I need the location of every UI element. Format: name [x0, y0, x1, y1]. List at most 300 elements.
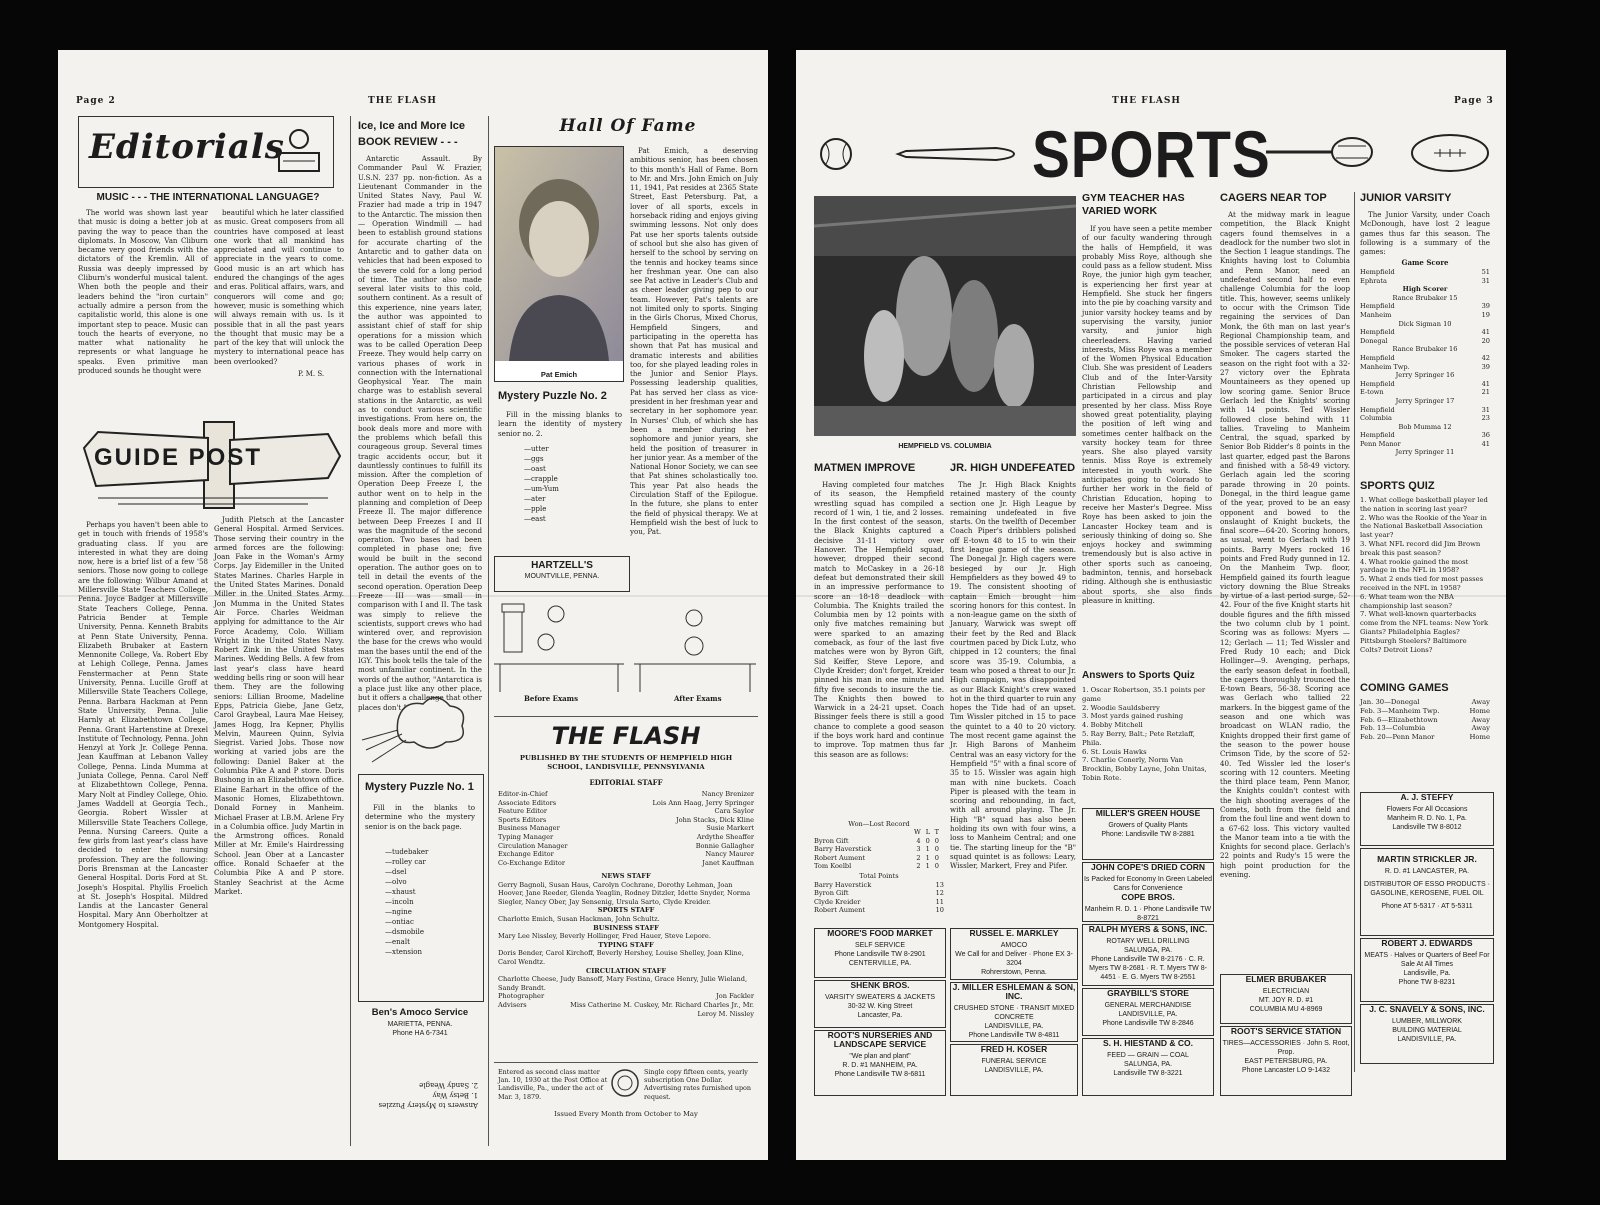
news-staff-label: NEWS STAFF — [601, 872, 651, 880]
ad-name: SHENK BROS. — [850, 980, 910, 990]
puzzle1-intro — [365, 803, 475, 843]
game-date: Feb. 13—Columbia — [1360, 724, 1426, 733]
ad-line: Phone Landisville TW 8-2176 · C. R. Myers TW 8-2681 · R. T. Myers TW 8-4451 · E. G. Myers TW 8-2551 — [1089, 956, 1207, 981]
music-initials: P. M. S. — [298, 370, 325, 378]
game-location: Home — [1469, 733, 1490, 742]
ties: 0 — [934, 853, 944, 862]
game-date: Feb. 3—Manheim Twp. — [1360, 706, 1440, 715]
ties: 0 — [934, 845, 944, 854]
ad-line: MOUNTVILLE, PENNA. — [524, 573, 600, 580]
typewriter-icon — [271, 123, 327, 179]
jv-opponent: Penn Manor — [1360, 439, 1401, 448]
wl-label: Won—Lost Record — [848, 820, 910, 828]
puzzle1-item: —dsmobile — [385, 928, 425, 936]
ad-name: MILLER'S GREEN HOUSE — [1095, 808, 1201, 818]
cartoon-caption-right: After Exams — [674, 694, 722, 703]
music-text-2: beautiful which he later classified as music. Great composers from all countries have composed at least one work that all mankind has appreciated and will continue to appreciate in the years to come. Good music is an art which has endured the changings of the ages and eras. Political affairs, wars, and conquerors will come and go; however, music is something which will always remain with us. Is it possible that in all the past years the thought that music may be a part of the key that will unlock the mystery to international peace has been overlooked? — [214, 208, 344, 366]
puzzle2-item: —pple — [524, 505, 547, 513]
entered-notice: Entered as second class matter Jan. 10, 1930 at the Post Office at Landisville, Pa., under the act of Mar. 3, 1879. — [498, 1068, 608, 1101]
tp-row — [814, 889, 944, 897]
staff-role: Exchange Editor — [498, 850, 554, 859]
jv-score: 31 — [1481, 276, 1490, 285]
tennis-racket-icon — [1266, 132, 1376, 172]
jv-score: 36 — [1481, 431, 1490, 440]
jv-team: Hempfield — [1360, 431, 1395, 440]
portrait-photo — [495, 147, 623, 361]
flash-box-rule — [494, 1062, 758, 1063]
jv-score: 21 — [1481, 388, 1490, 397]
jv-team: Hempfield — [1360, 353, 1395, 362]
staff-name: Nancy Maurer — [705, 850, 754, 859]
cagers-headline: CAGERS NEAR TOP — [1220, 192, 1327, 204]
ad-line: LANDISVILLE, PA. — [1397, 1036, 1457, 1043]
ad-koser — [950, 1044, 1078, 1096]
ad-graybills — [1082, 988, 1214, 1036]
publisher-line: PUBLISHED BY THE STUDENTS OF HEMPFIELD HIGH SCHOOL, LANDISVILLE, PENNSYLVANIA — [519, 754, 733, 771]
jv-high-scorer: Jerry Springer 17 — [1395, 396, 1455, 405]
coming-game — [1360, 698, 1490, 707]
ad-hiestand — [1082, 1038, 1214, 1096]
quiz-answer: 6. St. Louis Hawks — [1082, 747, 1147, 756]
jv-score-label: Game Score — [1401, 258, 1449, 267]
editorial-staff-table — [498, 790, 754, 867]
game-location: Away — [1471, 724, 1490, 733]
exams-cartoon-drawing — [494, 602, 758, 694]
press-seal-icon — [610, 1068, 640, 1098]
wl-row — [814, 862, 944, 870]
ad-roots-station — [1220, 1026, 1352, 1096]
points: 13 — [935, 880, 944, 889]
wl-header — [814, 828, 944, 836]
ad-markley — [950, 928, 1078, 980]
wrestler-name: Byron Gift — [814, 836, 849, 845]
ad-ralph-myers — [1082, 924, 1214, 986]
staff-role: Business Manager — [498, 824, 560, 833]
column-rule — [350, 116, 351, 1146]
mystery-answer: 2. Sandy Weagle — [419, 1081, 478, 1089]
puzzle2-item: —oast — [524, 465, 546, 473]
staff-row — [498, 816, 754, 825]
tp-row — [814, 881, 944, 889]
ad-name: MARTIN STRICKLER JR. — [1377, 854, 1477, 864]
flash-box-rule — [494, 716, 758, 717]
points: 12 — [935, 889, 944, 898]
page-number: Page 2 — [76, 96, 116, 106]
jv-high-scorer: Jerry Springer 16 — [1395, 371, 1455, 380]
ad-line: AMOCO — [1000, 942, 1028, 949]
jv-game — [1360, 406, 1490, 432]
staff-name: Lois Ann Haag, Jerry Springer — [652, 798, 754, 807]
ad-line: DISTRIBUTOR OF ESSO PRODUCTS · GASOLINE, KEROSENE, FUEL OIL — [1364, 881, 1490, 897]
ad-name: HARTZELL'S — [531, 560, 593, 571]
ad-line: EAST PETERSBURG, PA. — [1244, 1058, 1328, 1065]
ad-line: ELECTRICIAN — [1262, 988, 1310, 995]
puzzle1-item: —tudebaker — [385, 848, 429, 856]
ad-line: BUILDING MATERIAL — [1392, 1027, 1462, 1034]
editorial-staff-label: EDITORIAL STAFF — [589, 778, 663, 787]
ad-line: CRUSHED STONE · TRANSIT MIXED CONCRETE — [953, 1005, 1075, 1021]
ad-eshleman — [950, 982, 1078, 1042]
jv-opponent: Manheim — [1360, 310, 1392, 319]
sports-staff-label: SPORTS STAFF — [597, 906, 655, 915]
typing-staff-label: TYPING STAFF — [598, 940, 654, 949]
jv-opponent: Columbia — [1360, 414, 1392, 423]
gym-headline: GYM TEACHER HAS VARIED WORK — [1082, 192, 1185, 217]
ad-line: TIRES—ACCESSORIES · John S. Root, Prop. — [1222, 1040, 1350, 1056]
ad-line: MARIETTA, PENNA. — [387, 1021, 453, 1028]
cloud-illustration-icon — [358, 680, 478, 770]
puzzle1-item: —ontiac — [385, 918, 414, 926]
wrestler-name: Tom Koelbl — [814, 862, 852, 871]
ad-name: MOORE'S FOOD MARKET — [827, 928, 933, 938]
jv-score: 42 — [1481, 353, 1490, 362]
staff-row — [498, 824, 754, 833]
ad-line: SELF SERVICE — [854, 942, 906, 949]
jv-score: 41 — [1481, 439, 1490, 448]
matmen-records — [814, 820, 944, 914]
staff-role: Co-Exchange Editor — [498, 858, 566, 867]
ad-line: R. D. #1 MANHEIM, PA. — [842, 1062, 918, 1069]
jv-high-scorer: Dick Sigman 10 — [1398, 319, 1452, 328]
puzzle1-item: —enalt — [385, 938, 410, 946]
jv-score: 31 — [1481, 405, 1490, 414]
ad-line: VARSITY SWEATERS & JACKETS — [824, 994, 936, 1001]
staff-row — [498, 807, 754, 816]
ad-line: LANDISVILLE, PA. — [1118, 1011, 1178, 1018]
game-location: Away — [1471, 715, 1490, 724]
jv-opponent: Ephrata — [1360, 276, 1387, 285]
ties: 0 — [934, 862, 944, 871]
jv-opponent: Manheim Twp. — [1360, 362, 1410, 371]
hall-of-fame-text: Pat Emich, a deserving ambitious senior, has been chosen to this month's Hall of Fame. Born to Mr. and Mrs. John Emich on July 11, 1941, Pat resides at 2365 State Street, East Petersburg. Pat, a lover of all sports, excels in horseback riding and enjoys giving swimming lessons. Not only does Pat use her sports talents outside of school but she also has given of herself to the school by serving on the tennis and hockey teams since her freshman year. One can also see Pat active in Leader's Club and as cheer leader giving pep to our team. However, Pat's talents are not limited only to sports. Singing in the Girls Chorus, Mixed Chorus, Hempfield Singers, and participating in the operetta has shown that Pat has musical and dramatic interests and abilities too, for she played leading roles in the Junior and Senior Plays. Possessing leadership qualities, Pat has served her class as vice-president in her freshman year and secretary in her sophomore year. In Nurses' Club, of which she has been a member during her sophomore and junior years, she held the position of treasurer in her junior year. As a member of the National Honor Society, we can see that Pat shines scholastically too. This year Pat also heads the Circulation Staff of the Epilogue. In the future, she plans to enter the field of physical therapy. We at Hempfield wish the best of luck to you, Pat. — [630, 146, 758, 537]
puzzle1-item: —rolley car — [385, 858, 426, 866]
game-photo — [814, 196, 1076, 436]
ice-review — [358, 154, 482, 712]
hall-of-fame-article — [630, 146, 758, 556]
wrestler-name: Robert Aument — [814, 906, 866, 915]
exams-cartoon — [494, 602, 758, 706]
staff-name: Susie Markert — [706, 824, 754, 833]
game-location: Away — [1471, 698, 1490, 706]
music-col2 — [214, 208, 344, 368]
puzzle1-item: —olvo — [385, 878, 407, 886]
puzzle2-item: —um-Yum — [524, 485, 559, 493]
coming-games-list — [1360, 698, 1490, 742]
sports-banner-title: SPORTS — [1032, 117, 1271, 191]
jv-game — [1360, 302, 1490, 328]
ad-line: FUNERAL SERVICE — [981, 1058, 1047, 1065]
baseball-icon — [818, 136, 854, 172]
losses: 1 — [925, 862, 935, 871]
puzzle2-item: —east — [524, 515, 546, 523]
jv-intro — [1360, 210, 1490, 258]
ad-line: Phone Landisville TW 8-2901 — [834, 951, 926, 958]
right-page — [796, 50, 1506, 1160]
ad-line: Phone TW 8-8231 — [1398, 979, 1456, 986]
ad-name: RALPH MYERS & SONS, INC. — [1088, 924, 1208, 934]
puzzle2-intro-text: Fill in the missing blanks to learn the identity of mystery senior no. 2. — [498, 410, 622, 438]
coming-game — [1360, 724, 1490, 733]
staff-lists: NEWS STAFF Gerry Bagnoli, Susan Haus, Carolyn Cochrane, Dorothy Lehman, Joan Hoover, Jane Reeder, Glenda Yeaglin, Rodney Ditzler, Idette Snyder, Norma Siegler, Nancy Ober, Jay Sensenig, Ursula Sarto, Clyde Kreider. SPORTS STAFF Charlotte Emich, Susan Hackman, John Schultz. BUSINESS STAFF Mary Lee Nissley, Beverly Hollinger, Fred Hauer, Steve Lepore. TYPING STAFF Doris Bender, Carol Kirchoff, Beverly Hershey, Louise Shelley, Joan Kline, Carol Wendtz. CIRCULATION STAFF Charlotte Cheese, Judy Bansoff, Mary Festina, Grace Henry, Julie Wieland, Sandy Brandt. Photographer Jon Fackler Advisers Miss Catherine M. Cuskey, Mr. Richard Charles Jr., Mr. Leroy M. Nissley — [498, 872, 754, 1018]
music-col1 — [78, 208, 208, 408]
ad-line: Manheim R. D. 1 · Phone Landisville TW 8-8721 — [1084, 906, 1212, 922]
jv-team: Hempfield — [1360, 328, 1395, 337]
puzzle1-title: Mystery Puzzle No. 1 — [365, 781, 474, 793]
ad-line: LANDISVILLE, PA. — [984, 1023, 1044, 1030]
ad-line: Phone Landisville TW 8-2846 — [1102, 1020, 1194, 1027]
quiz-question: 6. What team won the NBA championship last season? — [1360, 592, 1454, 610]
losses: 1 — [925, 853, 935, 862]
mystery-answers-title: Answers to Mystery Puzzles — [378, 1101, 478, 1109]
sports-staff: Charlotte Emich, Susan Hackman, John Schultz. — [498, 914, 660, 923]
ad-millers — [1082, 808, 1214, 860]
ad-name: S. H. HIESTAND & CO. — [1102, 1038, 1194, 1048]
circulation-staff-label: CIRCULATION STAFF — [585, 966, 667, 975]
ad-name: FRED H. KOSER — [980, 1044, 1048, 1054]
ad-steffy — [1360, 792, 1494, 846]
ad-line: Lancaster, Pa. — [857, 1012, 903, 1019]
jrhigh-headline: JR. HIGH UNDEFEATED — [950, 462, 1076, 474]
jv-game — [1360, 328, 1490, 354]
game-date: Feb. 6—Elizabethtown — [1360, 715, 1438, 724]
staff-name: Ardythe Sheaffer — [696, 832, 754, 841]
jv-headline: JUNIOR VARSITY — [1360, 192, 1452, 204]
ice-subhead: BOOK REVIEW - - - — [358, 136, 458, 148]
wrestler-name: Robert Aument — [814, 853, 866, 862]
ad-line: ROTARY WELL DRILLING — [1106, 938, 1190, 945]
ties: 0 — [934, 836, 944, 845]
wl-col: L — [925, 828, 935, 837]
mystery-answers-upside-down — [358, 1080, 478, 1110]
staff-role: Circulation Manager — [498, 841, 568, 850]
matmen-article — [814, 480, 944, 818]
typing-staff: Doris Bender, Carol Kirchoff, Beverly Hershey, Louise Shelley, Joan Kline, Carol Wendtz. — [498, 949, 744, 966]
ad-moores — [814, 928, 946, 978]
ad-line: CENTERVILLE, PA. — [848, 960, 912, 967]
ad-name: GRAYBILL'S STORE — [1107, 988, 1189, 998]
ad-line: Landisville TW 8-8012 — [1392, 824, 1462, 831]
staff-name: John Stacks, Dick Kline — [675, 815, 754, 824]
photo-caption: Pat Emich — [540, 370, 578, 379]
jrhigh-article — [950, 480, 1076, 925]
music-text-1: The world was shown last year that music is doing a better job at paving the way to peace than the diplomats. In Moscow, Van Cliburn became very good friends with the dictators of the Kremlin. All of Russia was deeply impressed by Cliburn's wonderful musical talent. When both the people and their leaders behind the "iron curtain" actually admire a person from the capitalistic world, this alone is one important step to peace. Music can touch the hearts of everyone, no matter what nationality he represents or what language he speaks. Even primitive man produced sounds he thought were — [78, 208, 208, 376]
wl-col: W — [913, 828, 926, 837]
ad-line: Landisville, Pa. — [1403, 970, 1451, 977]
staff-name: Janet Kauffman — [702, 858, 754, 867]
ad-line: Landisville TW 8-3221 — [1113, 1070, 1183, 1077]
ad-line: Is Packed for Economy In Green Labeled Cans for Convenience — [1083, 876, 1213, 892]
losses: 0 — [925, 836, 935, 845]
jv-score: 41 — [1481, 328, 1490, 337]
puzzle1-intro-text: Fill in the blanks to determine who the mystery senior is on the back page. — [365, 803, 475, 831]
ad-name: ELMER BRUBAKER — [1245, 974, 1327, 984]
jv-score: 23 — [1481, 414, 1490, 423]
ad-strickler — [1360, 848, 1494, 936]
jv-score: 20 — [1481, 336, 1490, 345]
guide-post-title: GUIDE POST — [94, 444, 263, 471]
quiz-question: 1. What college basketball player led the nation in scoring last year? — [1360, 496, 1488, 513]
jv-score: 39 — [1481, 302, 1490, 311]
quiz-question: 7. What well-known quarterbacks come from the NFL teams: New York Giants? Philadelphia Eagles? Pittsburgh Steelers? Baltimore Colts? Detroit Lions? — [1360, 610, 1489, 654]
ad-name: ROOT'S SERVICE STATION — [1230, 1026, 1342, 1036]
matmen-text: Having completed four matches of its season, the Hempfield wrestling squad has compiled a record of 1 win, 1 tie, and 2 losses. In the first contest of the season, the Black Knights captured a decisive 31-11 victory over Hanover. The Hempfield squad, however, dropped their second match to McCaskey in a 26-18 defeat but demonstrated their skill in an impressive performance to score an 18-18 deadlock with Columbia. The Knights trailed the Columbia men by 12 points with only five matches remaining but were sparked to an amazing comeback, as four of the last five matches were won by Byron Gift, Sid Keiffer, Steve Lepore, and Clyde Kreider; don't forget, Kreider pinned his man in one minute and fifty five seconds to insure the tie. The Knights then bowed to Warwick in a 24-21 upset. Coach Bissinger feels there is still a good chance to complete a good season if the boys work hard and continue to improve. Top matmen thus far this season are as follows: — [814, 480, 944, 759]
hartzells-ad — [494, 556, 630, 592]
jv-games — [1360, 268, 1490, 457]
staff-row — [498, 790, 754, 799]
jv-score: 51 — [1481, 268, 1490, 276]
puzzle1-item: —dsel — [385, 868, 407, 876]
ad-roots-nurseries — [814, 1030, 946, 1096]
business-staff: Mary Lee Nissley, Beverly Hollinger, Fred Hauer, Steve Lepore. — [498, 932, 711, 941]
ad-line: COPE BROS. — [1121, 892, 1175, 902]
puzzle2-item: —utter — [524, 445, 549, 453]
guide-post-col1 — [78, 520, 208, 1140]
puzzle2-item: —ater — [524, 495, 546, 503]
wl-row — [814, 854, 944, 862]
ad-line: COLUMBIA MU 4-8969 — [1249, 1006, 1323, 1013]
quiz-question: 2. Who was the Rookie of the Year in the National Basketball Association last year? — [1360, 513, 1487, 540]
wrestler-name: Barry Haverstick — [814, 880, 872, 889]
ice-review-text: Antarctic Assault. By Commander Paul W. Frazier, U.S.N. 237 pp. non-fiction. As a Lieutenant Commander in the United States Navy, Paul W. Frazier had made a trip in 1947 to the Antarctic. The mission then — Operation Windmill — had been to establish ground stations for accurate charting of the Antarctic and to gather data on vehicles that had been exposed to the severe cold for a long period of time. The author also made several later visits to this cold, southern continent. As a result of this experience, nine years later, the author was appointed to assistant chief of staff for ship operations for a mission which was to be called Operation Deep Freeze. They would help carry on various phases of work in connection with the International Geophysical Year. The main charge was to establish several stations in the Antarctic, as well as to conduct various scientific investigations. From here on, the book deals more and more with the problems which befall this courageous group. Several times tragic accidents occur, but it dauntlessly continues to fulfill its mission. After the completion of Operation Deep Freeze I, the author went on to help in the planning and completion of Deep Freeze II. The major difference between Deep Freezes I and II was the magnitude of the second operation. Two bases had been completed in phase one; five would be built in the second operation. The author goes on to tell in detail the events of the second operation. Operation Deep Freeze III was small in comparison with I and II. The task was simply to relieve the scientists, support crews who had wintered over, and reprovision the base for the crews who would man the bases until the end of the IGY. This book tells the tale of the most unfamiliar continent. In the words of the author, "Antarctica is a place just like any other place, but it offers a challenge that other places don't." — [358, 154, 482, 712]
news-staff: Gerry Bagnoli, Susan Haus, Carolyn Cochrane, Dorothy Lehman, Joan Hoover, Jane Reeder, Glenda Yeaglin, Rodney Ditzler, Idette Snyder, Norma Siegler, Nancy Ober, Jay Sensenig, Ursula Sarto, Clyde Kreider. — [498, 880, 751, 906]
answers-headline: Answers to Sports Quiz — [1082, 670, 1195, 681]
tp-row — [814, 898, 944, 906]
price-notice: Single copy fifteen cents, yearly subscription One Dollar. Advertising rates furnished upon request. — [644, 1068, 752, 1101]
business-staff-label: BUSINESS STAFF — [593, 923, 659, 932]
mystery-answer: 1. Betsy Way — [432, 1091, 478, 1099]
football-icon — [1408, 130, 1492, 176]
jv-game — [1360, 268, 1490, 302]
ad-copes — [1082, 862, 1214, 922]
quiz-answer: 7. Charlie Conerly, Norm Van Brocklin, Bobby Layne, John Unitas, Tobin Rote. — [1082, 756, 1207, 782]
masthead: THE FLASH — [1112, 96, 1181, 106]
ad-line: LANDISVILLE, PA. — [984, 1067, 1044, 1074]
points: 10 — [935, 906, 944, 915]
puzzle2-item: —ggs — [524, 455, 544, 463]
ad-name: A. J. STEFFY — [1400, 792, 1454, 802]
column-rule — [1354, 192, 1355, 1072]
staff-row — [498, 842, 754, 851]
bens-amoco-ad — [358, 1008, 482, 1068]
page-number: Page 3 — [1454, 96, 1494, 106]
jv-game — [1360, 380, 1490, 406]
jv-high-scorer: Jerry Springer 11 — [1395, 448, 1455, 457]
wins: 2 — [916, 853, 926, 862]
ad-snavely — [1360, 1004, 1494, 1064]
ad-line: FEED — GRAIN — COAL — [1107, 1052, 1189, 1059]
music-headline: MUSIC - - - THE INTERNATIONAL LANGUAGE? — [96, 192, 320, 203]
wl-col: T — [934, 828, 944, 837]
jv-opponent: Donegal — [1360, 336, 1388, 345]
staff-role: Editor-in-Chief — [498, 790, 548, 798]
staff-row — [498, 833, 754, 842]
game-date: Jan. 30—Donegal — [1360, 698, 1420, 706]
points: 11 — [935, 897, 944, 906]
ad-line: GENERAL MERCHANDISE — [1104, 1002, 1192, 1009]
ad-line: Manheim R. D. No. 1, Pa. — [1387, 815, 1467, 822]
circulation-staff: Charlotte Cheese, Judy Bansoff, Mary Festina, Grace Henry, Julie Wieland, Sandy Brandt. — [498, 975, 748, 992]
wrestler-name: Byron Gift — [814, 889, 849, 898]
guide-post-banner — [78, 418, 344, 508]
flash-box-title: THE FLASH — [551, 722, 701, 750]
baseball-bat-icon — [896, 144, 1016, 164]
ad-line: Phone: Landisville TW 8-2881 — [1101, 831, 1195, 838]
puzzle2-title: Mystery Puzzle No. 2 — [498, 390, 607, 402]
jv-intro-text: The Junior Varsity, under Coach McDonough, have lost 2 league games thus far this season. The following is a summary of the games: — [1360, 210, 1490, 257]
staff-role: Feature Editor — [498, 807, 548, 816]
ad-line: Phone Landisville TW 8-4811 — [968, 1032, 1060, 1039]
wins: 4 — [916, 836, 926, 845]
coming-game — [1360, 707, 1490, 716]
jv-opponent: E-town — [1360, 388, 1384, 397]
staff-role: Typing Manager — [498, 832, 554, 841]
staff-role: Associate Editors — [498, 798, 557, 807]
jv-team: Hempfield — [1360, 379, 1395, 388]
wl-row — [814, 845, 944, 853]
guide-post-text-1: Perhaps you haven't been able to get in touch with friends of 1958's graduating class. If you are interested in what they are doing now, here is a brief list of a few '58 seniors. Those now going to college are the following: Wilbur Amand at Millersville State Teachers College, Penna. Joyce Badger at Millersville State Teachers College, Penna. Patricia Bender at Temple University, Penna. Kenneth Brabits at Penn State University, Penna. Elizabeth Brubaker at Eastern Mennonite College, Va. Robert Eby at Lehigh College, Penna. James Fenstermacher at Penn State University, Penna. Lucille Groff at Millersville State Teachers College, Penna. Barbara Hackman at Penn State University, Penna. Julie Harnly at Elizabethtown College, Penna. Grant Hartenstine at Drexel Institute of Technology, Penna. John Henzyl at York Jr. College Penna. Jean Kauffman at Lebanon Valley College, Penna. Linda Mumma at Juniata College, Penna. Carol Neff at Elizabethtown College, Penna. Mary Nolt at Findley College, Ohio. James Waddell at Georgia Tech., Georgia. Robert Wissler at Millersville State Teachers College, Penna. Nursing Careers. Quite a few girls from last year's class have decided to enter the nursing profession. They are the following: Doris Brensman at the Lancaster General Hospital. Doris Ford at St. Joseph's Hospital. Phyllis Froelich at St. Joseph's Hospital. Mildred Landis at the Lancaster General Hospital. Mary Ann Oberholtzer at Montgomery Hospital. — [78, 520, 208, 929]
coming-games-headline: COMING GAMES — [1360, 682, 1449, 694]
quiz-question: 4. What rookie gained the most yardage in the NFL in 1958? — [1360, 557, 1469, 575]
jv-game — [1360, 354, 1490, 380]
ad-name: JOHN COPE'S DRIED CORN — [1091, 862, 1205, 872]
puzzle1-item: —xhaust — [385, 888, 416, 896]
ice-headline: Ice, Ice and More Ice — [358, 120, 465, 132]
ad-name: RUSSEL E. MARKLEY — [969, 928, 1059, 938]
gym-text: If you have seen a petite member of our faculty wandering through the halls of Hempfield, it was probably Miss Roye, although she could pass as a fellow student. Miss Roye, the junior high gym teacher, is experiencing her first year at Hempfield. She stuck her fingers into the pie by coaching varsity and junior varsity hockey teams and by supervising the varsity, junior varsity, and junior high cheerleaders. Having varied interests, Miss Roye was a member of the Women Physical Education Club. She was president of Leaders Club and of the Inter-Varsity Christian Fellowship and participated in a circus and play presented by her class. Miss Roye showed great potentiality, playing the position of left wing and sometimes center halfback on the varsity hockey team for three years. She also played varsity tennis. Miss Roye is extremely interested in youth work. She anticipates going to Colorado to further her work in the field of Christian Education, hoping to receive her Master's Degree. Miss Roye has been asked to join the Lancaster Hockey team and is seriously thinking of doing so. She enjoys hockey and swimming tremendously but is also active in other sports such as canoeing, badminton, tennis, and horseback riding. Although she is enthusiastic about sports, she also finds pleasure in knitting. — [1082, 224, 1212, 605]
column-rule — [488, 116, 489, 1146]
tp-label: Total Points — [859, 872, 899, 881]
ad-line: Growers of Quality Plants — [1108, 822, 1188, 829]
ad-brubaker — [1220, 974, 1352, 1024]
wrestler-name: Clyde Kreider — [814, 897, 861, 906]
puzzle1-item: —xtension — [385, 948, 422, 956]
gym-article — [1082, 224, 1212, 658]
ad-line: Phone AT 5-5317 · AT 5-5311 — [1381, 903, 1473, 910]
cagers-text: At the midway mark in league competition, the Black Knight cagers found themselves in a deadlock for the number two slot in the Section 1 league standings. The Knights having lost to Columbia and Penn Manor, need an undefeated second half to even challenge Columbia for the loop title. This, however, seems unlikely to occur with the Crimson Tide regaining the services of Dan Monk, the 6th man on last year's Regional Championship team, and the possible services of veteran Hal Smoker. The cagers started the season on the right foot with a 32-27 victory over the Ephrata Mountaineers as they opened up low scoring game. Senior Bruce Gerlach led the Knights' scoring with 14 points. Ted Wissler followed close behind with 11 tallies. Traveling to Manheim Central, the squad, sparked by Senior Bob Ridder's 8 points in the last quarter, edged past the Barons and finished with a 58-49 victory. Gerlach again led the scoring parade throwing in 20 points. Donegal, in the third league game of the year, proved to be an easy opponent and bowed to the onslaught of Knight buckets, the final score—64-20. Scoring honors, as usual, went to Gerlach with 19 points. Barry Myers rocked 16 points and Fred Rudy gunned in 12. On the Manheim Twp. floor, Hempfield gained its fourth league victory downing the Blue Streaks by virtue of a last period surge, 52-42. Four of the five Knight starts hit double figures and the fifth missed the two column club by 1 point. Scoring was as follows: Myers — 12; Gerlach — 11; Ted Wissler and Fred Rudy 10 each; and Dick Hollinger—9. Avenging, perhaps, the early season defeat in football, the cagers thoroughly trounced the E-town Bears, 56-38. Scoring ace was Gerlach who tallied 22 markers. In the biggest game of the season and one which was broadcast on WLAN radio, the Knights dropped their first game of the season to the power house Crimson Tide, by the score of 52-40. Ted Wissler led the loser's scoring with 12 counters. Meeting the third place team, Penn Manor, the Knights couldn't contest with the high shooting averages of the Comets, both from the field and from the foul line and went down to a 67-62 loss. This victory vaulted the Manor team into a tie with the Knights for second place. Gerlach's 22 points and Rudy's 15 were the high point production for the evening. — [1220, 210, 1350, 880]
ad-line: Phone Landisville TW 8-6811 — [834, 1071, 926, 1078]
jv-team: Hempfield — [1360, 405, 1395, 414]
staff-role: Sports Editors — [498, 815, 547, 824]
jv-score: 41 — [1481, 379, 1490, 388]
jrhigh-text: The Jr. High Black Knights retained mastery of the county section one Jr. High League by remaining undefeated in five starts. On the twelfth of December Coach Piper's dribblers polished off E-town 48 to 15 to win their first league game of the season. The Donegal Jr. High cagers were besieged by our Jr. High Hempfielders as they bowed 49 to 19. The consistent shooting of captain Emich brought him scoring honors for this contest. In a non-league game on the sixth of January, Warwick was swept off their feet by the Red and Black courtmen paced by Dick Lutz, who chipped in 12 counters; the final score was 35-19. Columbia, a team who posed a threat to our Jr. High campaign, was disappointed as our Black Knight's crew waxed hot in the third quarter to ruin any hopes the Tide had of an upset. Tim Wissler pitched in 15 to pace the quintet to a 40 to 20 victory. The most recent game against the Jr. High Barons of Manheim Central was an easy victory for the Hempfield "5" with a final score of 35 to 15. Wissler was again high man with nine buckets. Coach Piper is pleased with the team in scoring and rebounding, in fact, with all around playing. The Jr. High "B" squad has also been holding its own with four wins, a loss to Manheim Central; and one tie. The starting lineup for the "B" squad quintet is as follows: Leary, Wissler, Markert, Frey and Pifer. — [950, 480, 1076, 871]
issued-notice: Issued Every Month from October to May — [554, 1110, 698, 1118]
guide-post-text-2: Judith Pletsch at the Lancaster General Hospital. Armed Services. Those serving their country in the armed forces are the following: Joan Fake in the Woman's Army Corps. Jay Eidemiller in the United States Marines. Charles Harple in the United States Marines. Donald Miller in the United States Army. Jon Mumma in the United States Air Force. Charles Weidman applying for admittance to the Air Force Academy, Colo. William Wright in the United States Navy. Robert Zink in the United States Marines. Wedding Bells. A few from last year's class have heard wedding bells ring or soon will hear them. They are the following seniors: Lillian Broome, Madeline Epps, Patricia Giebe, Jane Getz, Carol Graybeal, Laura Mae Heisey, James Hogg, Ira Kepner, Phyllis Melvin, Maureen Quinn, Sylvia Siegrist. Varied Jobs. Those now working at varied jobs are the following: Daniel Baker at the Columbia Pike A and P store. Doris Bushong in an Elizabethtown office. Elaine Earhart in the office of the Masonic Homes, Elizabethtown. Donald Forney in Manheim. Michael Fraser at I.B.M. Arlene Fry in a Columbia office. Judy Martin in the Armstrong offices. Ronald Miller at Mr. Emile's Hairdressing School. Jean Ober at a Lancaster office. Ronald Schaefer at the Columbia Pike A and P store. Stanley Seachrist at the Acme Market. — [214, 515, 344, 896]
quiz-answer: 2. Woodie Sauldsberry — [1082, 703, 1160, 712]
jv-team: Hempfield — [1360, 302, 1395, 311]
tp-row — [814, 906, 944, 914]
puzzle2-list — [524, 444, 559, 524]
puzzle1-list — [385, 847, 428, 957]
left-page — [58, 50, 768, 1160]
ad-line: Phone Lancaster LO 9-1432 — [1242, 1067, 1330, 1074]
game-date: Feb. 20—Penn Manor — [1360, 733, 1435, 742]
game-location: Home — [1469, 706, 1490, 715]
jv-game — [1360, 431, 1490, 457]
staff-row — [498, 850, 754, 859]
coming-game — [1360, 716, 1490, 725]
jv-score: 39 — [1481, 362, 1490, 371]
ad-line: 30-32 W. King Street — [847, 1003, 913, 1010]
ad-line: SALUNGA, PA. — [1123, 1061, 1173, 1068]
staff-name: Nancy Brenizer — [701, 790, 754, 798]
ad-line: We Call for and Deliver · Phone EX 3-3204 — [955, 951, 1073, 967]
losses: 1 — [925, 845, 935, 854]
staff-row — [498, 799, 754, 808]
quiz-answer: 3. Most yards gained rushing — [1082, 712, 1184, 721]
coming-game — [1360, 733, 1490, 742]
ad-line: Flowers For All Occasions — [1386, 806, 1468, 813]
quiz-headline: SPORTS QUIZ — [1360, 480, 1435, 492]
